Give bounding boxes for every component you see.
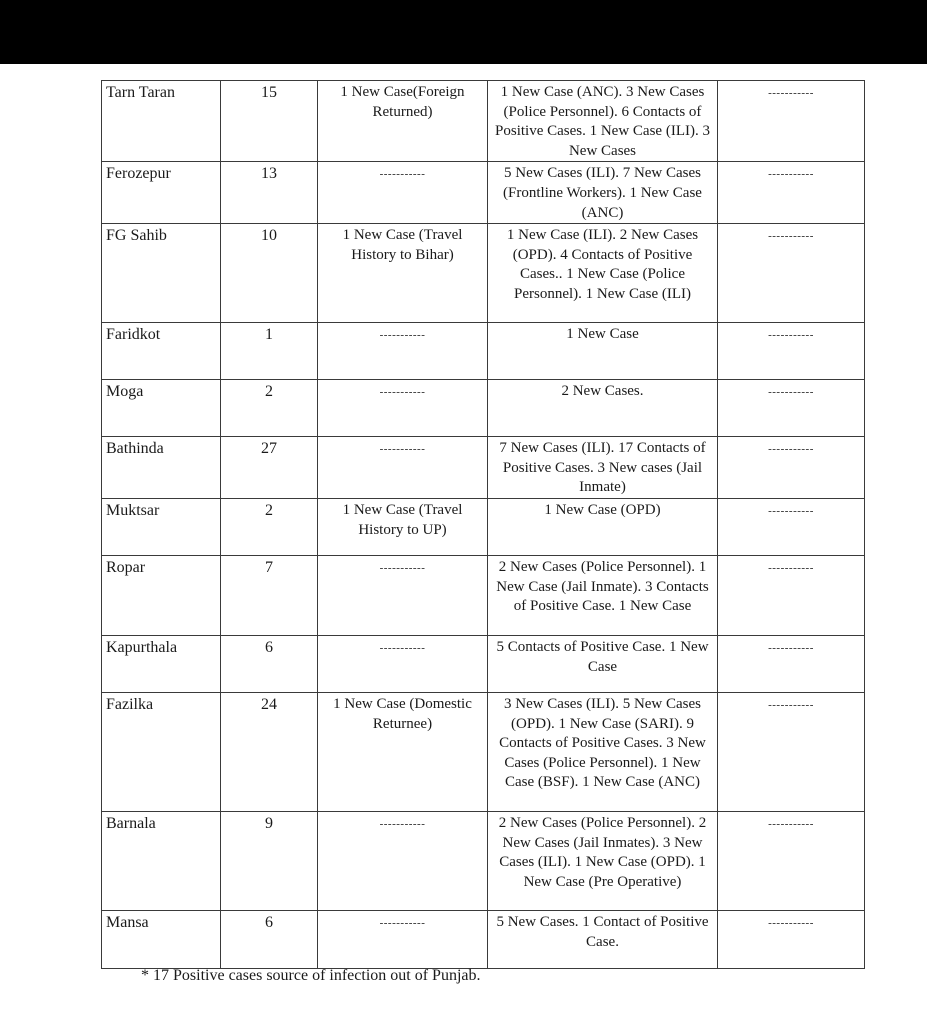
empty-marker: ----------- <box>768 916 814 929</box>
case-count: 2 <box>221 380 318 437</box>
local-cases-detail: 5 New Cases (ILI). 7 New Cases (Frontline Workers). 1 New Case (ANC) <box>488 162 718 224</box>
empty-marker: ----------- <box>379 168 426 181</box>
empty-marker: ----------- <box>768 641 814 654</box>
district-name: Barnala <box>102 811 221 910</box>
travel-source: 1 New Case (Domestic Returnee) <box>318 692 488 811</box>
empty-marker: ----------- <box>768 817 814 830</box>
case-count: 10 <box>221 224 318 323</box>
footnote: * 17 Positive cases source of infection out of Punjab. <box>141 967 481 984</box>
table-row <box>102 162 865 224</box>
empty-marker: ----------- <box>768 329 814 342</box>
district-name: Fazilka <box>102 692 221 811</box>
table-row <box>102 323 865 380</box>
local-cases-detail: 2 New Cases (Police Personnel). 2 New Cases (Jail Inmates). 3 New Cases (ILI). 1 New Case (OPD). 1 New Case (Pre Operative) <box>488 811 718 910</box>
case-count: 2 <box>221 498 318 555</box>
local-cases-detail: 5 New Cases. 1 Contact of Positive Case. <box>488 910 718 968</box>
empty-marker: ----------- <box>768 230 814 243</box>
table-row <box>102 437 865 499</box>
case-count: 9 <box>221 811 318 910</box>
empty-marker: ----------- <box>768 561 814 574</box>
case-count: 27 <box>221 437 318 499</box>
district-name: Muktsar <box>102 498 221 555</box>
travel-source: 1 New Case(Foreign Returned) <box>318 81 488 162</box>
empty-marker: ----------- <box>379 443 426 456</box>
table-row <box>102 811 865 910</box>
empty-marker: ----------- <box>768 504 814 517</box>
empty-marker: ----------- <box>768 87 814 99</box>
empty-marker: ----------- <box>379 329 426 342</box>
case-count: 1 <box>221 323 318 380</box>
empty-marker: ----------- <box>768 443 814 456</box>
top-black-bar <box>0 0 927 64</box>
local-cases-detail: 2 New Cases. <box>488 380 718 437</box>
district-cases-table <box>101 80 865 969</box>
district-name: Bathinda <box>102 437 221 499</box>
empty-marker: ----------- <box>379 641 426 654</box>
table-row <box>102 555 865 635</box>
case-count: 24 <box>221 692 318 811</box>
table-row <box>102 635 865 692</box>
empty-marker: ----------- <box>379 561 426 574</box>
empty-marker: ----------- <box>379 386 426 399</box>
district-name: Moga <box>102 380 221 437</box>
district-name: Tarn Taran <box>102 81 221 162</box>
district-name: Ropar <box>102 555 221 635</box>
empty-marker: ----------- <box>768 386 814 399</box>
local-cases-detail: 3 New Cases (ILI). 5 New Cases (OPD). 1 New Case (SARI). 9 Contacts of Positive Cases. 3 New Cases (Police Personnel). 1 New Case (BSF). 1 New Case (ANC) <box>488 692 718 811</box>
local-cases-detail: 2 New Cases (Police Personnel). 1 New Case (Jail Inmate). 3 Contacts of Positive Case. 1 New Case <box>488 555 718 635</box>
district-name: Kapurthala <box>102 635 221 692</box>
table-row <box>102 380 865 437</box>
local-cases-detail: 7 New Cases (ILI). 17 Contacts of Positive Cases. 3 New cases (Jail Inmate) <box>488 437 718 499</box>
district-name: FG Sahib <box>102 224 221 323</box>
case-count: 13 <box>221 162 318 224</box>
local-cases-detail: 1 New Case (ANC). 3 New Cases (Police Personnel). 6 Contacts of Positive Cases. 1 New Case (ILI). 3 New Cases <box>488 81 718 162</box>
district-name: Ferozepur <box>102 162 221 224</box>
empty-marker: ----------- <box>379 817 426 830</box>
local-cases-detail: 5 Contacts of Positive Case. 1 New Case <box>488 635 718 692</box>
table-row <box>102 81 865 162</box>
case-count: 15 <box>221 81 318 162</box>
table-row <box>102 224 865 323</box>
table-row <box>102 692 865 811</box>
travel-source: 1 New Case (Travel History to UP) <box>318 498 488 555</box>
case-count: 6 <box>221 635 318 692</box>
table-row <box>102 498 865 555</box>
empty-marker: ----------- <box>768 168 814 181</box>
travel-source: 1 New Case (Travel History to Bihar) <box>318 224 488 323</box>
district-name: Mansa <box>102 910 221 968</box>
local-cases-detail: 1 New Case (ILI). 2 New Cases (OPD). 4 Contacts of Positive Cases.. 1 New Case (Police Personnel). 1 New Case (ILI) <box>488 224 718 323</box>
empty-marker: ----------- <box>768 698 814 711</box>
table-row <box>102 910 865 968</box>
local-cases-detail: 1 New Case (OPD) <box>488 498 718 555</box>
case-count: 6 <box>221 910 318 968</box>
case-count: 7 <box>221 555 318 635</box>
empty-marker: ----------- <box>379 916 426 929</box>
local-cases-detail: 1 New Case <box>488 323 718 380</box>
district-name: Faridkot <box>102 323 221 380</box>
